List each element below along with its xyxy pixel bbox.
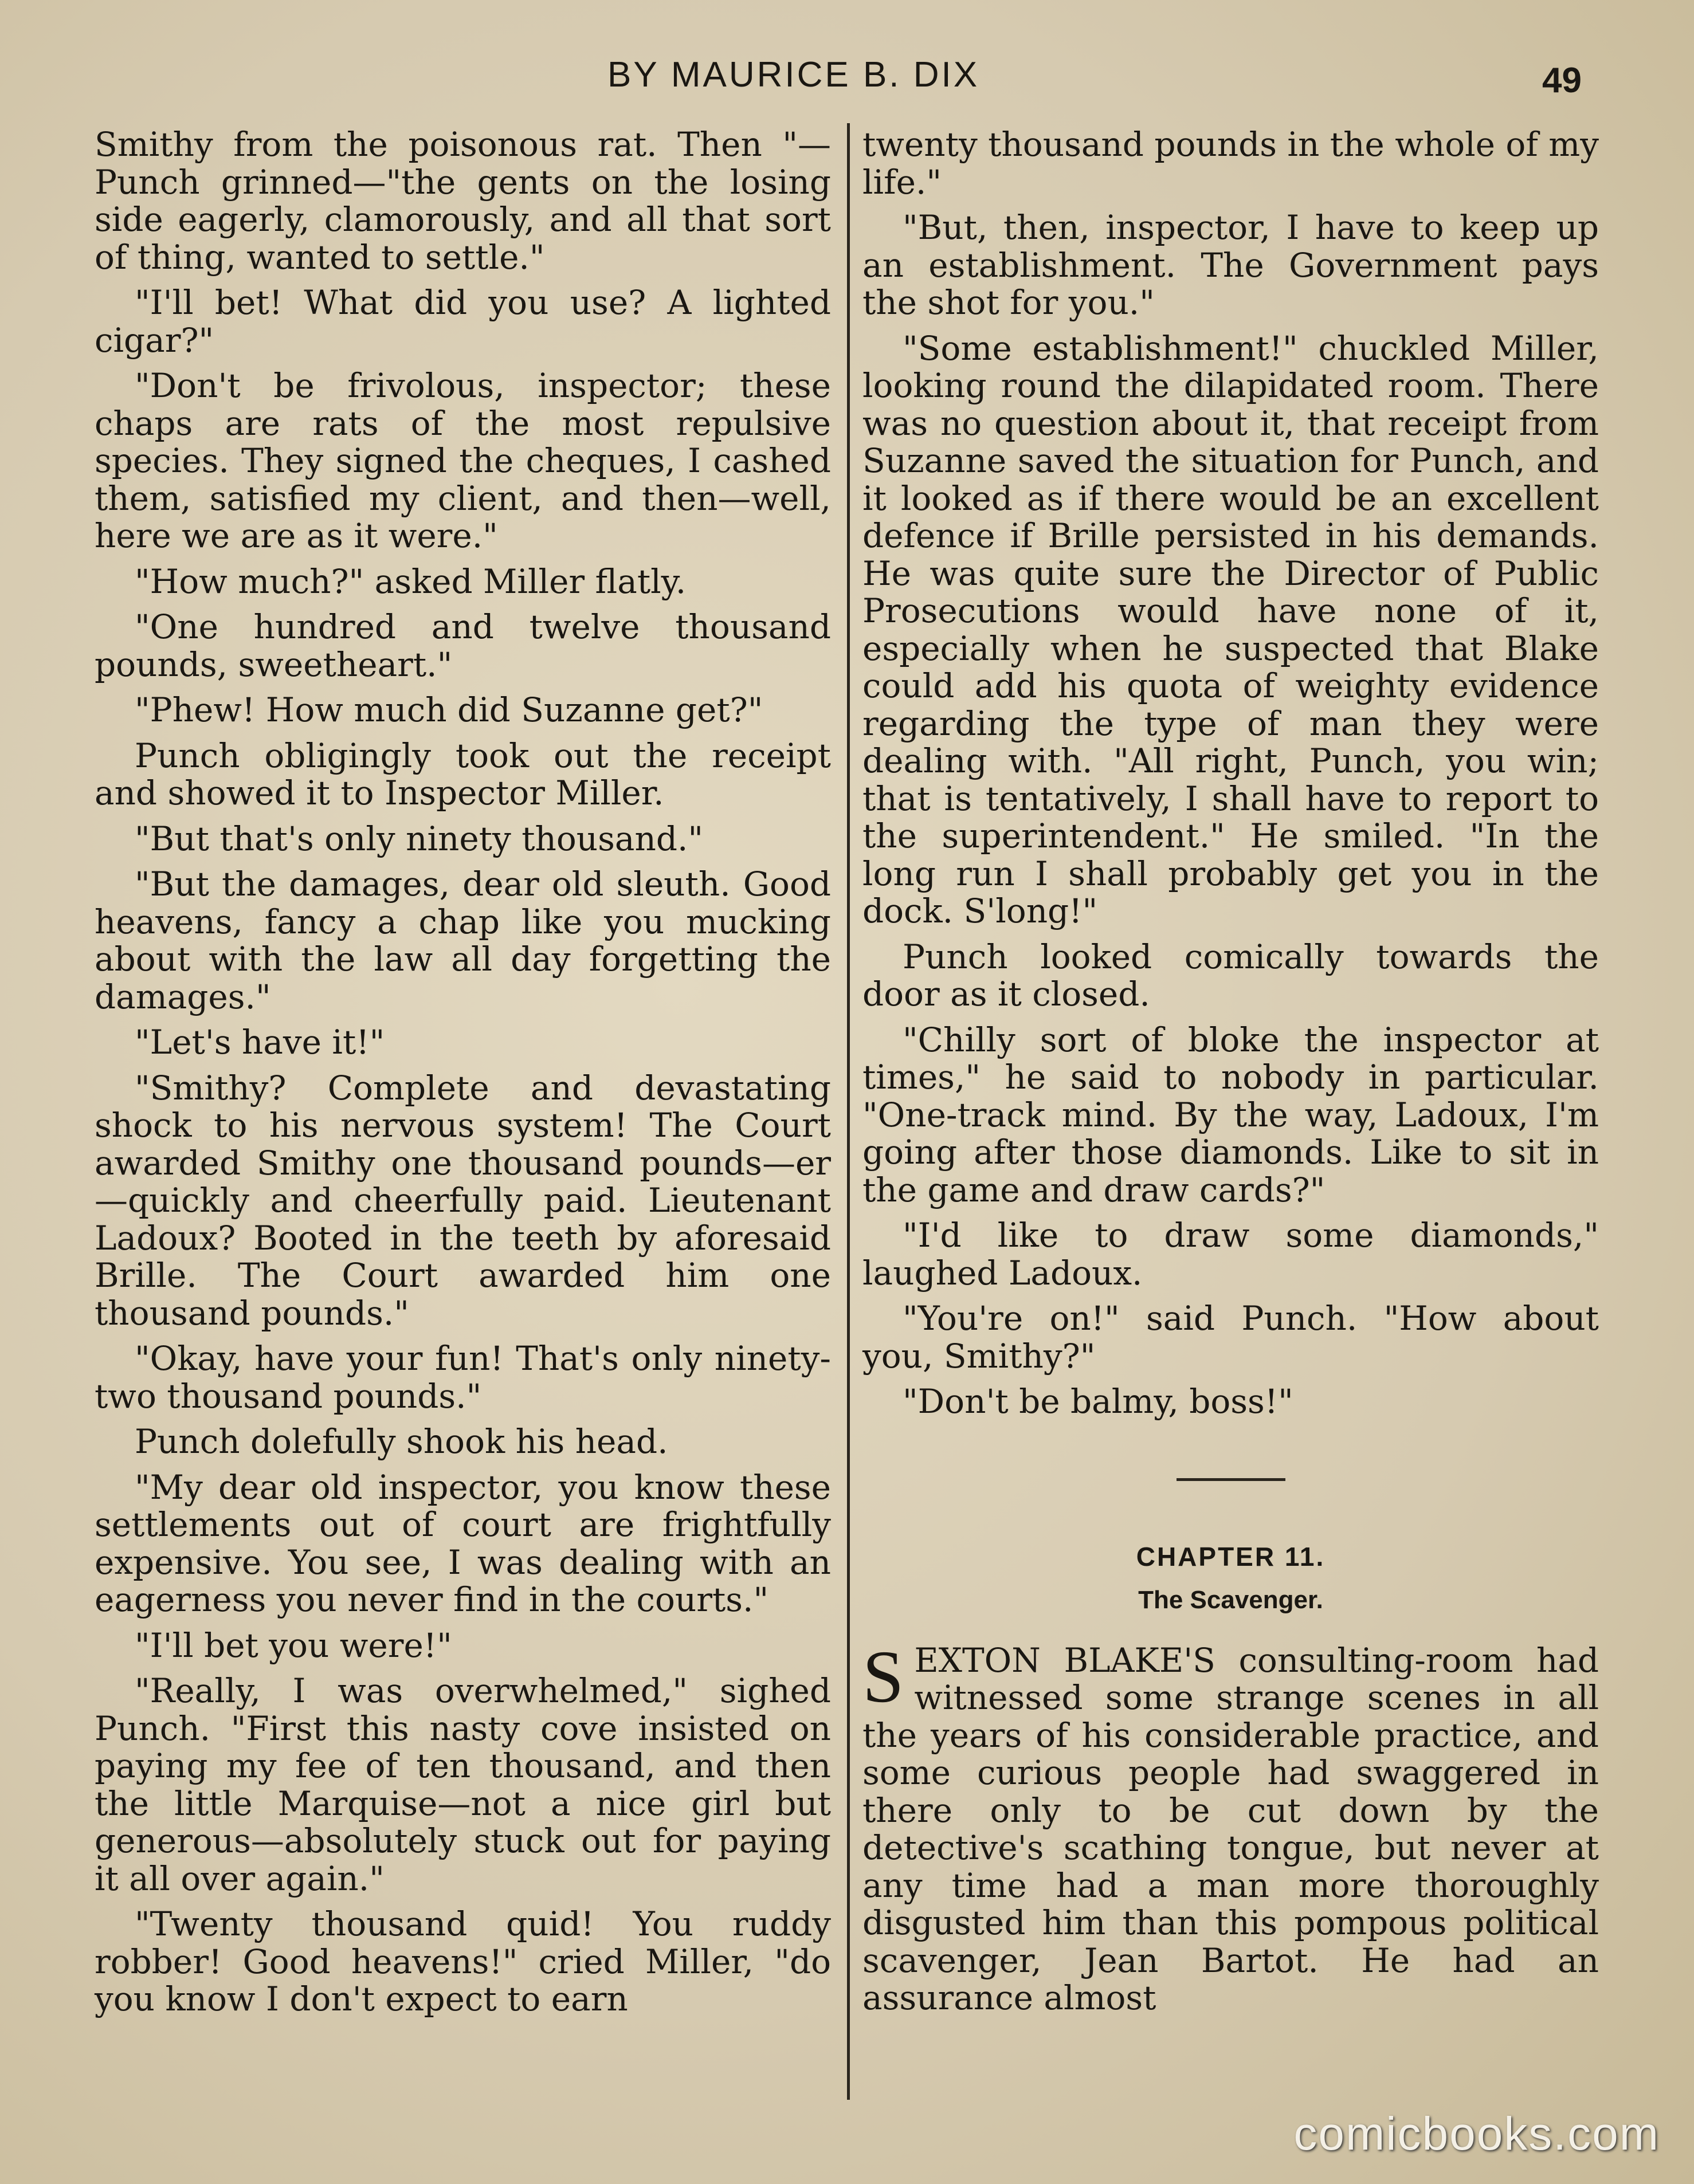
page-header (92, 54, 1582, 106)
paragraph: "How much?" asked Miller flatly. (135, 561, 687, 601)
paragraph: "Don't be balmy, boss!" (903, 1382, 1293, 1421)
paragraph: "Phew! How much did Suzanne get?" (135, 690, 763, 729)
page-number: 49 (1542, 61, 1582, 100)
drop-cap: S (862, 1635, 904, 1718)
paragraph: Punch looked comically towards the door as it closed. (862, 937, 1599, 1014)
paragraph: "My dear old inspector, you know these settlements out of court are frightfully expensive. You see, I was dealing with an eagerness you never find in the courts." (95, 1467, 831, 1619)
paragraph: twenty thousand pounds in the whole of my life." (862, 125, 1599, 202)
paragraph: "Really, I was overwhelmed," sighed Punch. "First this nasty cove insisted on paying my fee of ten thousand, and then the little Marquise—not a nice girl but generous—absolutely stuck out for paying it all over again." (95, 1671, 831, 1898)
paragraph: "You're on!" said Punch. "How about you, Smithy?" (862, 1299, 1599, 1376)
watermark: comicbooks.com (1293, 2108, 1660, 2160)
paragraph: "Smithy? Complete and devastating shock to his nervous system! The Court awarded Smithy one thousand pounds—er—quickly and cheerfully paid. Lieutenant Ladoux? Booted in the teeth by aforesaid Brille. The Court awarded him one thousand pounds." (95, 1068, 831, 1333)
chapter-number: CHAPTER 11. (1136, 1541, 1326, 1572)
chapter-opening (862, 1635, 1599, 2017)
paragraph: Smithy from the poisonous rat. Then "—Punch grinned—"the gents on the losing side eagerly, clamorously, and all that sort of thing, wanted to settle." (95, 125, 831, 277)
paragraph: "Okay, have your fun! That's only ninety-two thousand pounds." (95, 1339, 831, 1416)
paragraph: "Twenty thousand quid! You ruddy robber! Good heavens!" cried Miller, "do you know I don't expect to earn (95, 1904, 831, 2018)
paragraph: "Don't be frivolous, inspector; these chaps are rats of the most repulsive species. They signed the cheques, I cashed them, satisfied my client, and then—well, here we are as it were." (95, 366, 831, 555)
column-divider (847, 123, 850, 2100)
paragraph: Punch dolefully shook his head. (135, 1422, 668, 1461)
paragraph: "But, then, inspector, I have to keep up an establishment. The Government pays the shot for you." (862, 208, 1599, 322)
paragraph: "But that's only ninety thousand." (135, 819, 704, 858)
paragraph: Punch obligingly took out the receipt and showed it to Inspector Miller. (95, 736, 831, 812)
running-head: BY MAURICE B. DIX (607, 55, 980, 95)
section-separator (1177, 1478, 1285, 1481)
paragraph: "Let's have it!" (135, 1023, 385, 1062)
chapter-title: The Scavenger. (1138, 1586, 1323, 1614)
paragraph: "I'd like to draw some diamonds," laughed Ladoux. (862, 1216, 1599, 1293)
paragraph: "One hundred and twelve thousand pounds, sweetheart." (95, 607, 831, 684)
chapter-opening-text: EXTON BLAKE'S consulting-room had witnessed some strange scenes in all the years of his considerable practice, and some curious people had swaggered in there only to be cut down by the detective's scathing tongue, but never at any time had a man more thoroughly disgusted him than this pompous political scavenger, Jean Bartot. He had an assurance almost (862, 1640, 1599, 2017)
paragraph: "I'll bet you were!" (135, 1625, 452, 1665)
paragraph: "Chilly sort of bloke the inspector at times," he said to nobody in particular. "One-track mind. By the way, Ladoux, I'm going after those diamonds. Like to sit in the game and draw cards?" (862, 1020, 1599, 1209)
left-column (95, 126, 831, 2026)
right-column (862, 126, 1599, 2025)
paragraph: "Some establishment!" chuckled Miller, looking round the dilapidated room. There was no question about it, that receipt from Suzanne saved the situation for Punch, and it looked as if there would be an excellent defence if Brille persisted in his demands. He was quite sure the Director of Public Prosecutions would have none of it, especially when he suspected that Blake could add his quota of weighty evidence regarding the type of man they were dealing with. "All right, Punch, you win; that is tentatively, I shall have to report to the superintendent." He smiled. "In the long run I shall probably get you in the dock. S'long!" (862, 328, 1599, 930)
paragraph: "But the damages, dear old sleuth. Good heavens, fancy a chap like you mucking about with the law all day forgetting the damages." (95, 865, 831, 1016)
paragraph: "I'll bet! What did you use? A lighted cigar?" (95, 283, 831, 360)
